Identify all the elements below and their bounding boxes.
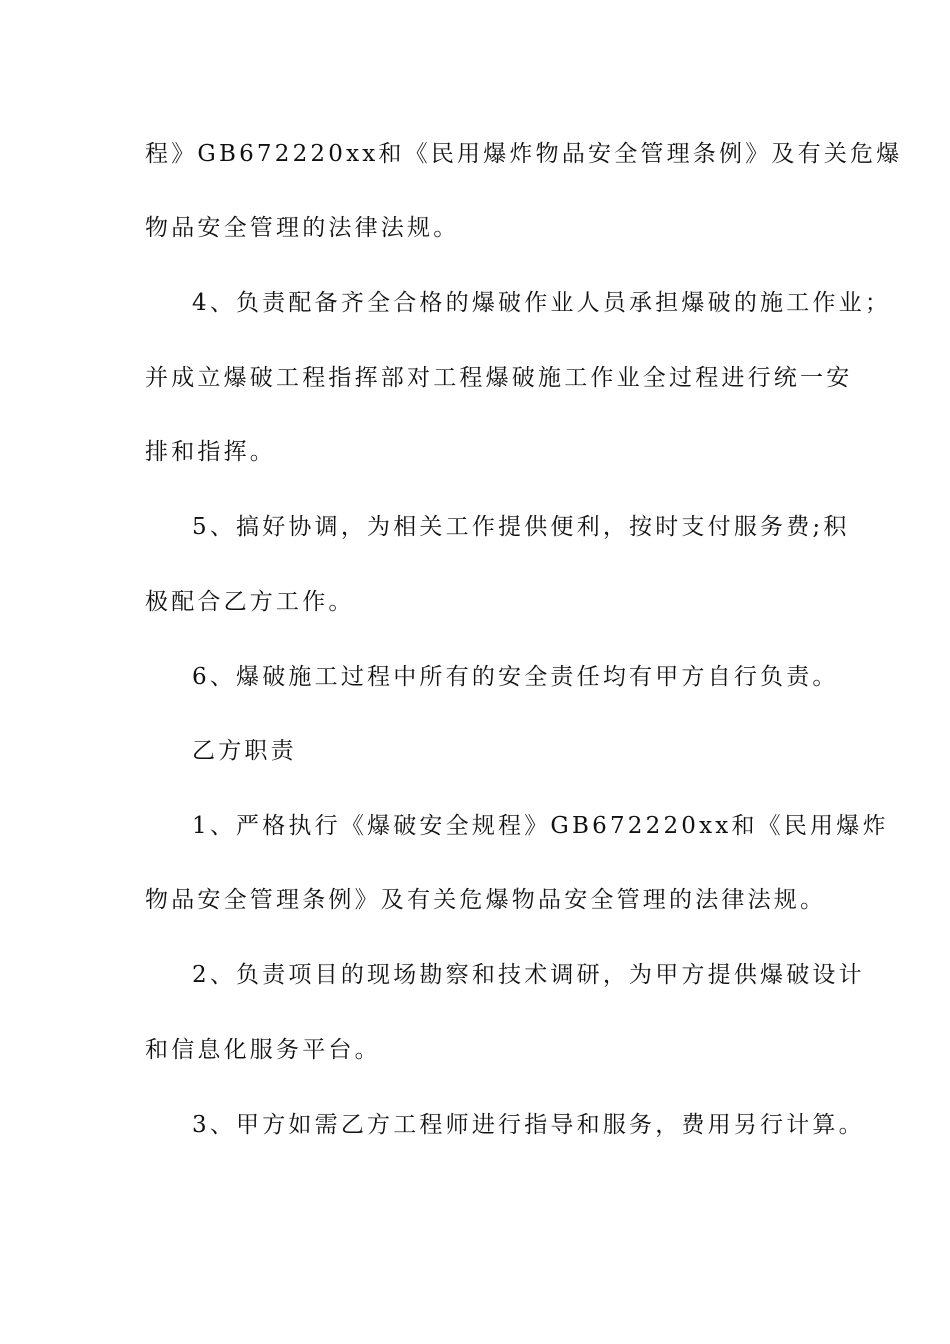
paragraph-item-4: 4、负责配备齐全合格的爆破作业人员承担爆破的施工作业； <box>192 290 892 316</box>
text-line: 物品安全管理的法律法规。 <box>145 215 460 241</box>
text-line: 并成立爆破工程指挥部对工程爆破施工作业全过程进行统一安 <box>145 365 853 391</box>
text-line: 排和指挥。 <box>145 439 276 465</box>
text-line: 程》GB672220xx和《民用爆炸物品安全管理条例》及有关危爆 <box>145 141 903 167</box>
section-heading: 乙方职责 <box>192 738 297 764</box>
text-line: 物品安全管理条例》及有关危爆物品安全管理的法律法规。 <box>145 887 827 913</box>
text-line: 和信息化服务平台。 <box>145 1037 381 1063</box>
paragraph-item-3: 3、甲方如需乙方工程师进行指导和服务，费用另行计算。 <box>192 1112 865 1138</box>
paragraph-item-6: 6、爆破施工过程中所有的安全责任均有甲方自行负责。 <box>192 664 839 690</box>
paragraph-item-1: 1、严格执行《爆破安全规程》GB672220xx和《民用爆炸 <box>192 813 889 839</box>
paragraph-item-2: 2、负责项目的现场勘察和技术调研，为甲方提供爆破设计 <box>192 962 865 988</box>
text-line: 极配合乙方工作。 <box>145 589 355 615</box>
paragraph-item-5: 5、搞好协调，为相关工作提供便利，按时支付服务费;积 <box>192 514 850 540</box>
